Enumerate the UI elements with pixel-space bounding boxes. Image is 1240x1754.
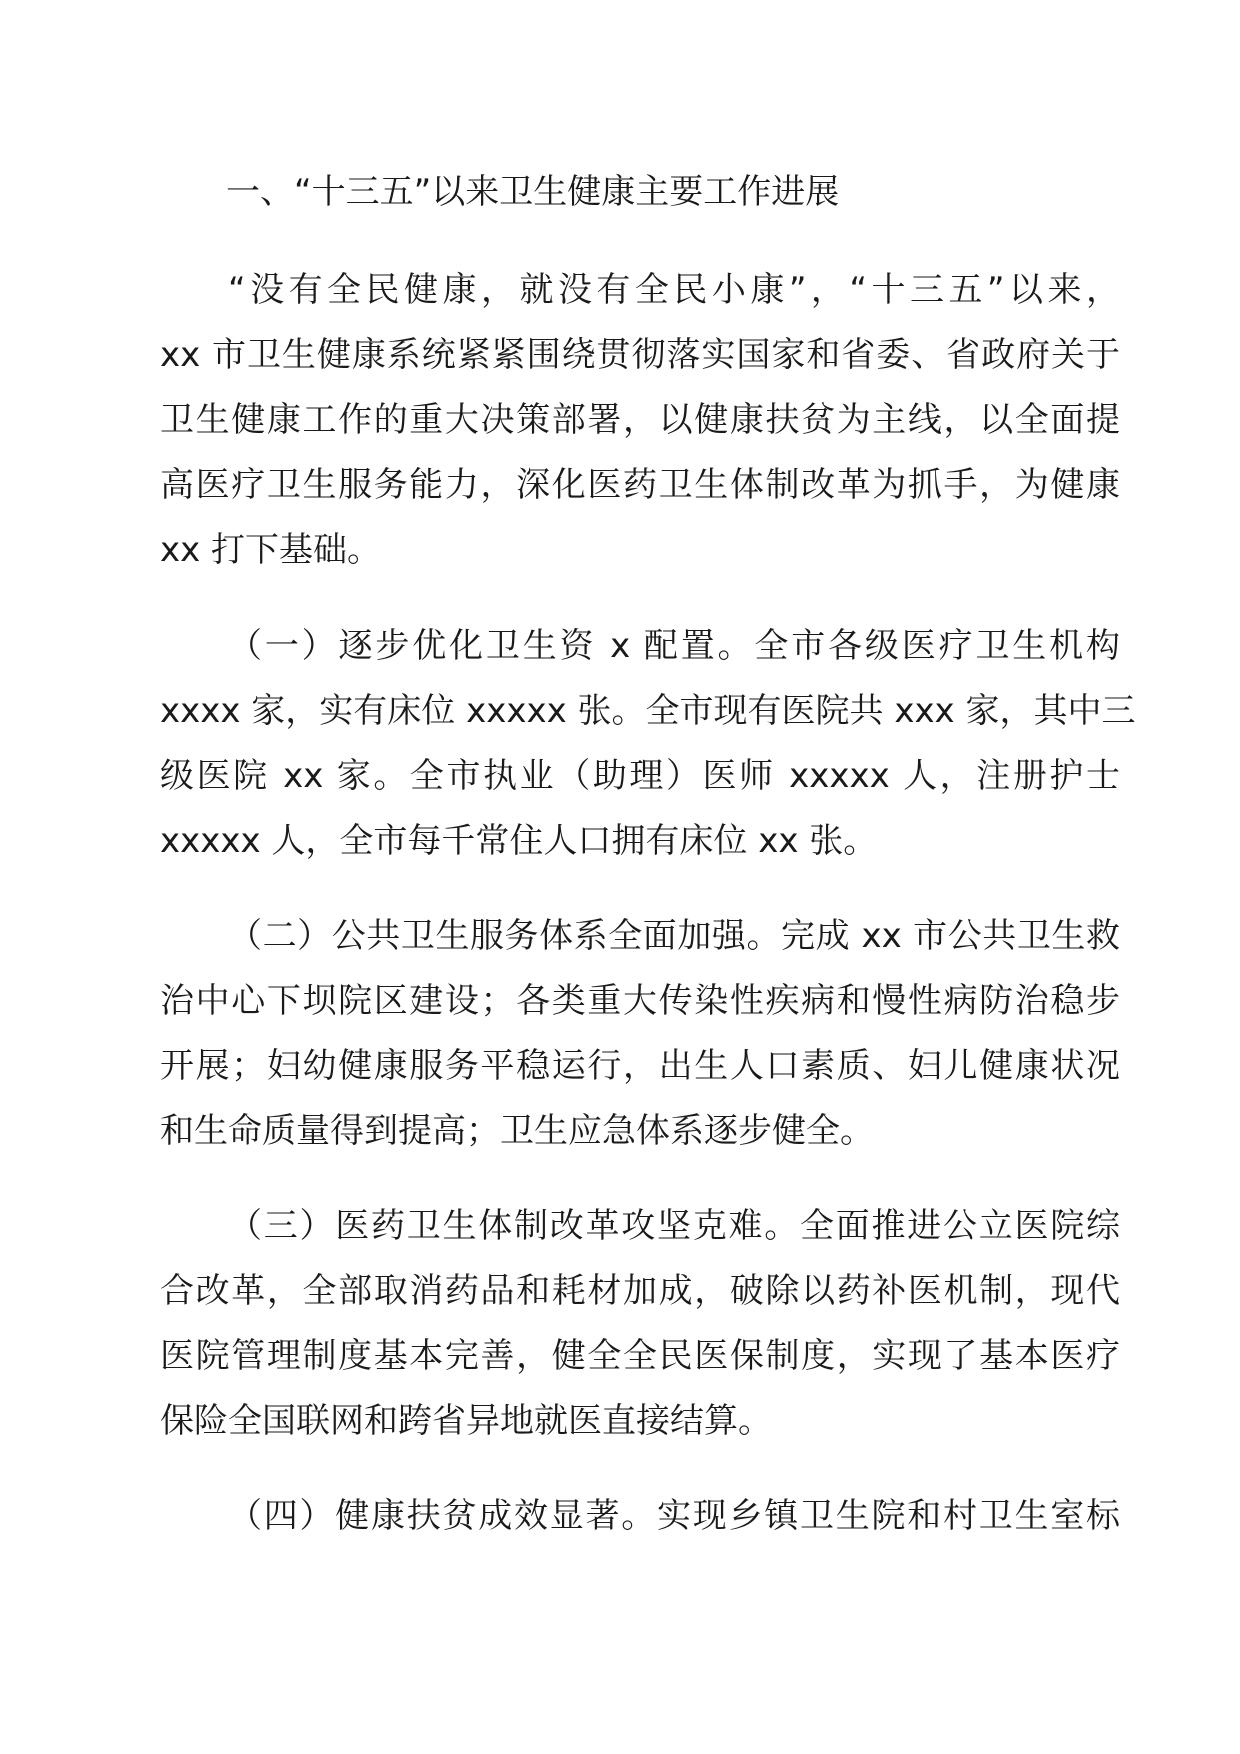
paragraph-line: （二）公共卫生服务体系全面加强。完成 xx 市公共卫生救 [228, 916, 1120, 956]
paragraph-line: 合改革，全部取消药品和耗材加成，破除以药补医机制，现代 [160, 1271, 1120, 1311]
paragraph-line: 医院管理制度基本完善，健全全民医保制度，实现了基本医疗 [160, 1336, 1120, 1376]
paragraph-line: （一）逐步优化卫生资 x 配置。全市各级医疗卫生机构 [228, 626, 1120, 666]
paragraph-line: 和生命质量得到提高；卫生应急体系逐步健全。 [160, 1111, 874, 1151]
paragraph-line: 高医疗卫生服务能力，深化医药卫生体制改革为抓手，为健康 [160, 465, 1120, 505]
paragraph-line: （三）医药卫生体制改革攻坚克难。全面推进公立医院综 [228, 1206, 1120, 1246]
paragraph-poverty-alleviation [160, 1484, 1120, 1549]
paragraph-line: “没有全民健康，就没有全民小康”，“十三五”以来， [228, 270, 1120, 310]
paragraph-line: xx 市卫生健康系统紧紧围绕贯彻落实国家和省委、省政府关于 [160, 335, 1120, 375]
paragraph-intro [160, 258, 1120, 583]
paragraph-line: 治中心下坝院区建设；各类重大传染性疾病和慢性病防治稳步 [160, 981, 1120, 1021]
paragraph-line: 级医院 xx 家。全市执业（助理）医师 xxxxx 人，注册护士 [160, 756, 1120, 796]
paragraph-line: xxxx 家，实有床位 xxxxx 张。全市现有医院共 xxx 家，其中三 [160, 691, 1136, 731]
paragraph-line: 开展；妇幼健康服务平稳运行，出生人口素质、妇儿健康状况 [160, 1046, 1120, 1086]
paragraph-line: 卫生健康工作的重大决策部署，以健康扶贫为主线，以全面提 [160, 400, 1120, 440]
paragraph-line: xx 打下基础。 [160, 530, 382, 570]
paragraph-reform [160, 1194, 1120, 1454]
paragraph-line: xxxxx 人，全市每千常住人口拥有床位 xx 张。 [160, 821, 878, 861]
paragraph-resources [160, 614, 1136, 874]
paragraph-public-health [160, 904, 1120, 1164]
section-heading: 一、“十三五”以来卫生健康主要工作进展 [226, 172, 840, 212]
paragraph-line: 保险全国联网和跨省异地就医直接结算。 [160, 1401, 772, 1441]
paragraph-line: （四）健康扶贫成效显著。实现乡镇卫生院和村卫生室标 [228, 1496, 1120, 1536]
